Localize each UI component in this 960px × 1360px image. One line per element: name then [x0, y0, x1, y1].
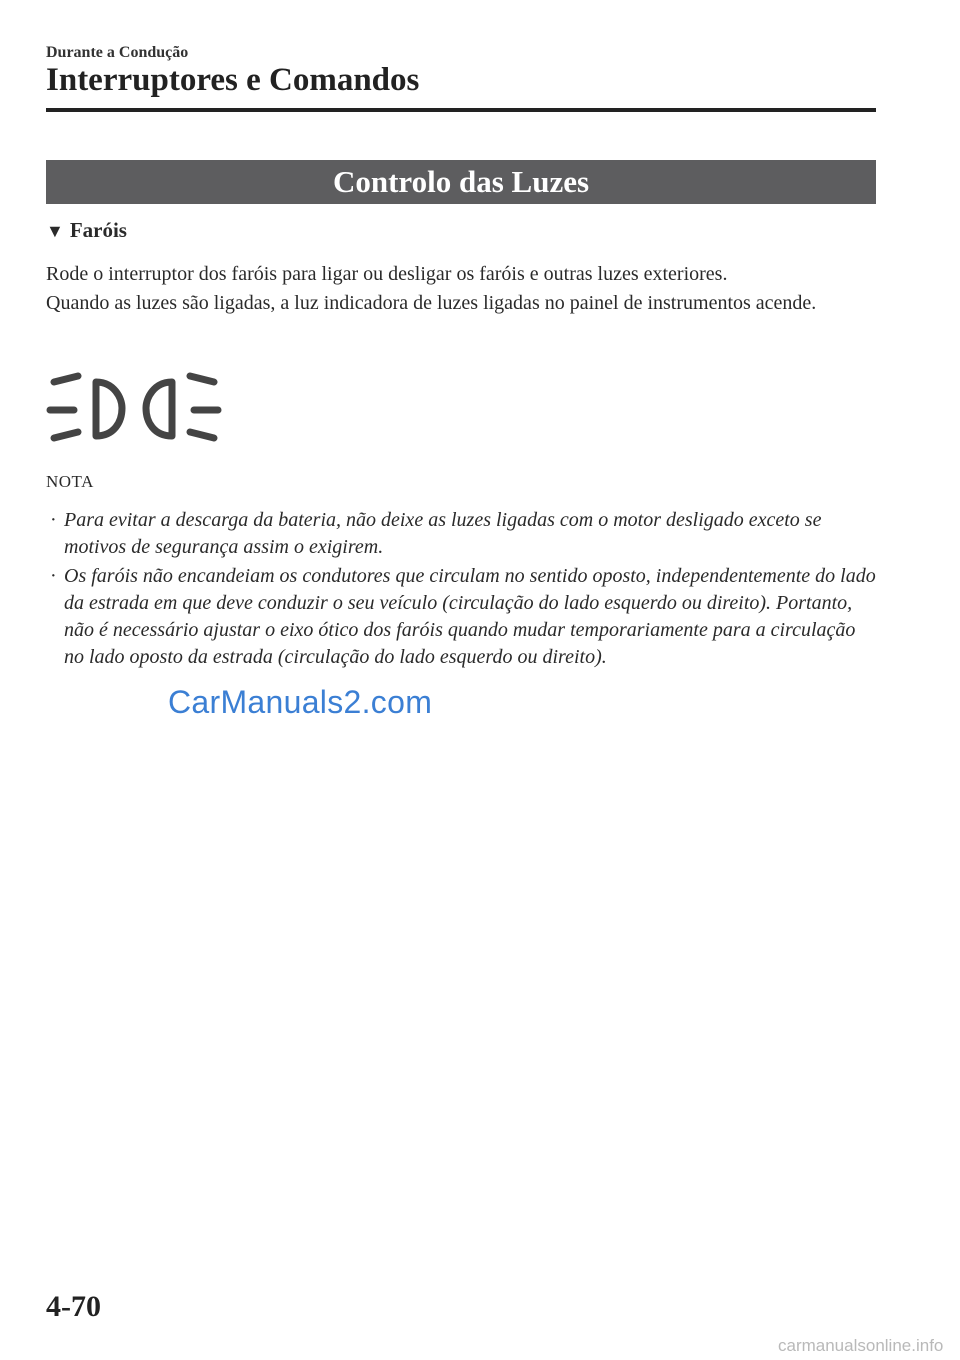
subsection-title: Faróis	[69, 218, 127, 242]
note-item	[46, 507, 876, 561]
page-number: 4-70	[46, 1290, 101, 1323]
triangle-down-icon: ▼	[46, 221, 64, 241]
watermark: CarManuals2.com	[168, 684, 433, 720]
bullet-icon: ·	[50, 509, 57, 531]
body-paragraph: Quando as luzes são ligadas, a luz indicadora de luzes ligadas no painel de instrumentos acende.	[46, 292, 817, 314]
section-title: Interruptores e Comandos	[46, 62, 420, 98]
site-watermark: carmanualsonline.info	[778, 1336, 944, 1355]
note-list	[46, 507, 876, 673]
note-label: NOTA	[46, 472, 94, 491]
exterior-lights-indicator-icon	[44, 368, 224, 455]
bullet-icon: ·	[50, 565, 57, 587]
note-text: Os faróis não encandeiam os condutores que circulam no sentido oposto, independentemente do lado da estrada em que deve conduzir o seu veículo (circulação do lado esquerdo ou direito). Portanto, não é necessário ajustar o eixo ótico dos faróis quando mudar temporariamente para a circulação no lado oposto da estrada (circulação do lado esquerdo ou direito).	[64, 565, 876, 668]
header-divider	[46, 108, 876, 112]
banner-title: Controlo das Luzes	[332, 164, 590, 199]
note-text: Para evitar a descarga da bateria, não deixe as luzes ligadas com o motor desligado exceto se motivos de segurança assim o exigirem.	[64, 509, 822, 558]
topic-banner	[46, 160, 876, 204]
note-item	[46, 563, 876, 671]
body-text	[46, 260, 876, 318]
body-paragraph: Rode o interruptor dos faróis para ligar ou desligar os faróis e outras luzes exteriores.	[46, 263, 728, 285]
chapter-label: Durante a Condução	[46, 44, 189, 61]
subsection-heading	[46, 218, 127, 243]
